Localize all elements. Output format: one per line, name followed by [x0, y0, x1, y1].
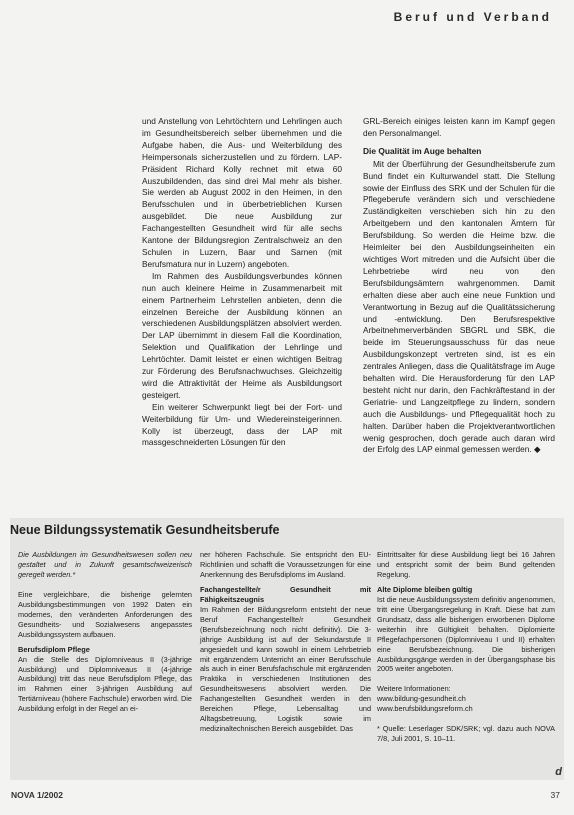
magazine-issue: NOVA 1/2002: [11, 790, 63, 800]
paragraph: Ein weiterer Schwerpunkt liegt bei der Fort- und Weiterbildung für Um- und Wiedereinsteigerinnen. Kolly ist überzeugt, dass der LAP mit massgeschneiderten Lösungen für den: [142, 401, 342, 448]
paragraph: ner höheren Fachschule. Sie entspricht den EU-Richtlinien und schafft die Voraussetzungen für eine Anerkennung des Berufsdiploms im Ausland.: [200, 550, 371, 579]
footnote: * Quelle: Leserlager SDK/SRK; vgl. dazu auch NOVA 7/8, Juli 2001, S. 10–11.: [377, 724, 555, 744]
paragraph: Eine vergleichbare, die bisherige gelernten Ausbildungsbestimmungen von 1992 Daten ein modernes, den veränderten Anforderungen des Gesundheits- und Sozialwesens angepasstes Ausbildungssystem aufbauen.: [18, 589, 192, 639]
subheading: Alte Diplome bleiben gültig: [377, 584, 473, 594]
paragraph: GRL-Bereich einiges leisten kann im Kampf gegen den Personalmangel.: [363, 116, 555, 138]
info-box-column-3: [377, 550, 555, 744]
lead-text: Die Ausbildungen im Gesundheitswesen sollen neu gestaltet und in Zukunft gesamtschweizerisch geregelt werden.*: [18, 550, 192, 579]
link-bildung-gesundheit[interactable]: www.bildung-gesundheit.ch: [377, 694, 466, 704]
info-box-column-1: [18, 550, 192, 714]
paragraph: Im Rahmen des Ausbildungsverbundes können nun auch kleinere Heime in Zusammenarbeit mit einem Partnerheim Lehrstellen anbieten, denn die einzelnen Bereiche der Ausbildung können an verschiedenen Ausbildungsplätzen absolviert werden. Der LAP übernimmt in diesem Fall die Koordination, Selektion und Qualifikation der Lehrlinge und Lehrtöchter. Damit leistet er einen wichtigen Beitrag zur Förderung des Berufsnachwuchses. Gleichzeitig wird die Attraktivität der Heime als Ausbildungsort gesteigert.: [142, 270, 342, 400]
more-info-label: Weitere Informationen:: [377, 684, 451, 694]
subheading: Berufsdiplom Pflege: [18, 644, 90, 654]
paragraph: Mit der Überführung der Gesundheitsberufe zum Bund findet ein Kulturwandel statt. Die Stellung sowie der Einfluss des SRK und der Schulen für die Pflegeberufe verändern sich und verschiedene Zuständigkeiten verschieben sich hin zu den Arbeitgebern und den kantonalen Ämtern für Berufsbildung. So werden die Heime bzw. die Heimleiter bei den Ausbildungseinheiten ein wichtiges Wort mitreden und die Aufsicht über die Lehrbetriebe wird neu von den Berufsbildungsämtern wahrgenommen. Damit erhalten diese aber auch eine neue Funktion und Verantwortung in Bezug auf die Qualitätssicherung und -entwicklung. Den Berufsrespektive Arbeitnehmerverbänden SBGRL und SBK, die beide im Steuerungsausschuss für das neue Ausbildungskonzept vertreten sind, ist es ein zentrales Anliegen, dass die Qualitätsfrage im Auge behalten wird. Die Herausforderung für den LAP besteht nicht nur darin, den Fachkräftestand in der Geriatrie- und Langzeitpflege zu lindern, sondern auch die Ausbildungs- und Pflegequalität hoch zu halten. Darüber haben die Projektverantwortlichen wenig gesprochen, doch gerade auch daran wird der Erfolg des LAP einmal gemessen werden. ◆: [363, 158, 555, 455]
link-berufsbildungsreform[interactable]: www.berufsbildungsreform.ch: [377, 704, 473, 714]
paragraph: Im Rahmen der Bildungsreform entsteht der neue Beruf Fachangestellte/r Gesundheit (Berufsbezeichnung noch nicht definitiv). Die 3-jährige Ausbildung ist auf der Sekundarstufe II angesiedelt und kann sowohl in einem Lehrbetrieb mit ergänzendem Unterricht an einer Berufsschule als auch in einer Berufsfachschule mit ergänzenden Praktika in verschiedenen Institutionen des Gesundheitswesens absolviert werden. Die Fachangestellten Gesundheit werden in den Bereichen Pflege, Lebensalltag und Alltagsbetreuung, Logistik sowie im medizinaltechnischen Bereich ausgebildet. Das: [200, 604, 371, 734]
paragraph: An die Stelle des Diplomniveaus II (3-jährige Ausbildung) und Diplomniveaus II (4-jährige Ausbildung) tritt das neue Berufsdiplom Pflege, das im Rahmen einer 3-jährigen Ausbildung auf Tertiärniveau (höhere Fachschule) erworben wird. Die Ausbildung erfolgt in der Regel an ei-: [18, 654, 192, 714]
magazine-mark: d: [555, 766, 562, 778]
page-number: 37: [550, 790, 560, 800]
paragraph: Ist die neue Ausbildungssystem definitiv angenommen, tritt eine Übergangsregelung in Kraft. Diese hat zum Grundsatz, dass alle bisherigen erworbenen Diplome weiterhin ihre Gültigkeit behalten. Diplomierte Pflegefachpersonen (Diplomniveau I und II) erhalten eine Berufsbezeichnung. Die bisherigen Ausbildungsgänge werden in der Übergangsphase bis 2005 weiter angeboten.: [377, 594, 555, 674]
subheading: Die Qualität im Auge behalten: [363, 145, 482, 156]
info-box-column-2: [200, 550, 371, 734]
section-header: Beruf und Verband: [393, 10, 552, 24]
info-box-title: Neue Bildungssystematik Gesundheitsberufe: [10, 523, 280, 537]
paragraph: und Anstellung von Lehrtöchtern und Lehrlingen auch im Gesundheitsbereich selber übernehmen und die Aufgabe haben, die Aus- und Weiterbildung des Heimpersonals sicherzustellen und zu fördern. LAP-Präsident Richard Kolly rechnet mit etwa 60 Auszubildenden, das sind drei Mal mehr als bisher. Sie werden ab August 2002 in den Heimen, in den Berufsschulen und in überbetrieblichen Kursen ausgebildet. Die neue Ausbildung zur Fachangestellten Gesundheit wird für alle sechs Kantone der Bildungsregion Zentralschweiz an den Schulen in Luzern, Baar und Sarnen (mit Berufsmatura nur in Luzern) angeboten.: [142, 116, 342, 269]
article-column-left: [142, 116, 342, 449]
subheading: Fachangestellte/r Gesundheit mit Fähigkeitszeugnis: [200, 584, 371, 604]
article-column-right: [363, 116, 555, 456]
paragraph: Eintrittsalter für diese Ausbildung liegt bei 16 Jahren und entspricht somit der beim Bund geltenden Regelung.: [377, 550, 555, 579]
